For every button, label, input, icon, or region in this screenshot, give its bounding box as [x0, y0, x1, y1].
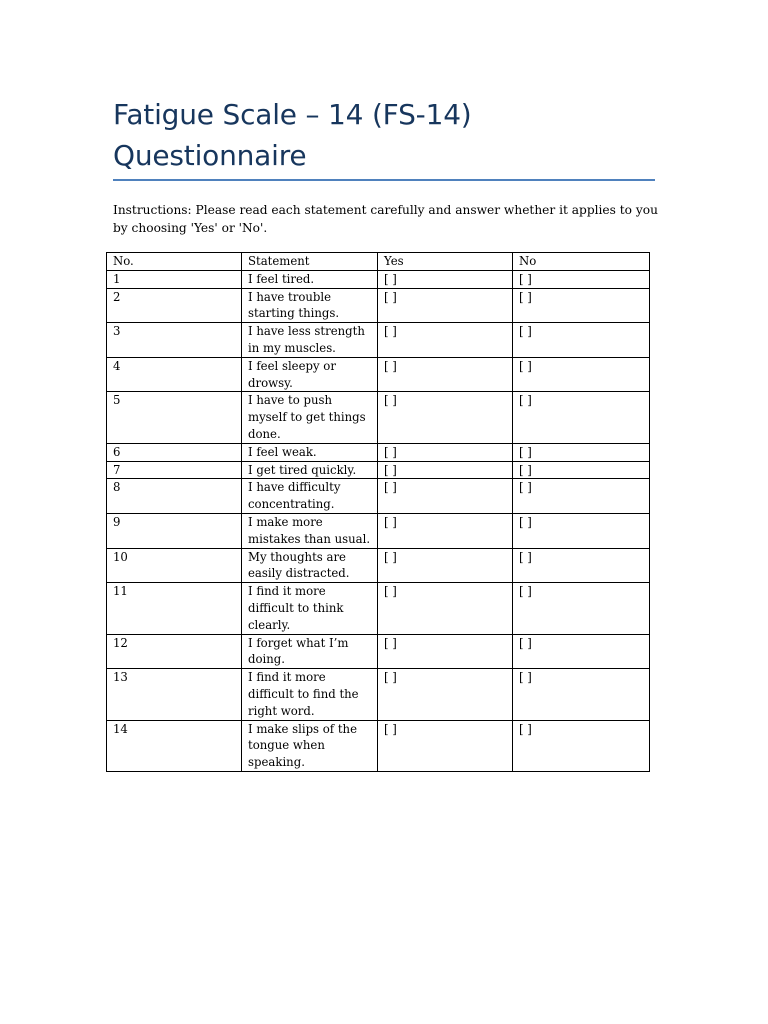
table-row [107, 634, 650, 669]
table-row [107, 270, 650, 288]
row-statement: I make more mistakes than usual. [242, 513, 378, 548]
document-title [113, 94, 658, 176]
title-line-2: Questionnaire [113, 139, 307, 172]
row-statement: I have trouble starting things. [242, 288, 378, 323]
table-row [107, 392, 650, 443]
header-statement: Statement [242, 253, 378, 271]
row-statement: I feel sleepy or drowsy. [242, 357, 378, 392]
header-number: No. [107, 253, 242, 271]
table-row [107, 720, 650, 771]
no-checkbox[interactable]: [ ] [513, 720, 650, 771]
row-statement: I forget what I’m doing. [242, 634, 378, 669]
table-row [107, 669, 650, 720]
instructions-text: Instructions: Please read each statement carefully and answer whether it applies to you by choosing 'Yes' or 'No'. [113, 203, 658, 235]
yes-checkbox[interactable]: [ ] [378, 479, 513, 514]
yes-checkbox[interactable]: [ ] [378, 288, 513, 323]
row-statement: I have less strength in my muscles. [242, 323, 378, 358]
no-checkbox[interactable]: [ ] [513, 288, 650, 323]
row-statement: I find it more difficult to think clearly. [242, 583, 378, 634]
row-statement: I feel weak. [242, 443, 378, 461]
row-number: 14 [107, 720, 242, 771]
no-checkbox[interactable]: [ ] [513, 669, 650, 720]
row-statement: I find it more difficult to find the right word. [242, 669, 378, 720]
row-statement: I have to push myself to get things done. [242, 392, 378, 443]
table-row [107, 323, 650, 358]
yes-checkbox[interactable]: [ ] [378, 634, 513, 669]
yes-checkbox[interactable]: [ ] [378, 583, 513, 634]
table-row [107, 357, 650, 392]
table-header-row [107, 253, 650, 271]
row-number: 1 [107, 270, 242, 288]
table-row [107, 548, 650, 583]
row-statement: I make slips of the tongue when speaking. [242, 720, 378, 771]
yes-checkbox[interactable]: [ ] [378, 270, 513, 288]
header-no: No [513, 253, 650, 271]
header-yes: Yes [378, 253, 513, 271]
row-number: 13 [107, 669, 242, 720]
no-checkbox[interactable]: [ ] [513, 634, 650, 669]
table-row [107, 479, 650, 514]
no-checkbox[interactable]: [ ] [513, 443, 650, 461]
row-statement: My thoughts are easily distracted. [242, 548, 378, 583]
row-number: 12 [107, 634, 242, 669]
table-row [107, 288, 650, 323]
title-line-1: Fatigue Scale – 14 (FS-14) [113, 98, 472, 131]
table-row [107, 583, 650, 634]
no-checkbox[interactable]: [ ] [513, 479, 650, 514]
yes-checkbox[interactable]: [ ] [378, 461, 513, 479]
row-number: 6 [107, 443, 242, 461]
yes-checkbox[interactable]: [ ] [378, 513, 513, 548]
row-statement: I have difficulty concentrating. [242, 479, 378, 514]
yes-checkbox[interactable]: [ ] [378, 548, 513, 583]
questionnaire-table [106, 252, 650, 772]
row-number: 7 [107, 461, 242, 479]
row-statement: I feel tired. [242, 270, 378, 288]
row-number: 11 [107, 583, 242, 634]
no-checkbox[interactable]: [ ] [513, 461, 650, 479]
row-number: 10 [107, 548, 242, 583]
table-row [107, 443, 650, 461]
table-row [107, 513, 650, 548]
no-checkbox[interactable]: [ ] [513, 357, 650, 392]
no-checkbox[interactable]: [ ] [513, 513, 650, 548]
yes-checkbox[interactable]: [ ] [378, 323, 513, 358]
no-checkbox[interactable]: [ ] [513, 392, 650, 443]
yes-checkbox[interactable]: [ ] [378, 720, 513, 771]
no-checkbox[interactable]: [ ] [513, 323, 650, 358]
row-statement: I get tired quickly. [242, 461, 378, 479]
row-number: 8 [107, 479, 242, 514]
row-number: 3 [107, 323, 242, 358]
no-checkbox[interactable]: [ ] [513, 548, 650, 583]
yes-checkbox[interactable]: [ ] [378, 357, 513, 392]
title-underline [113, 179, 655, 181]
no-checkbox[interactable]: [ ] [513, 270, 650, 288]
row-number: 5 [107, 392, 242, 443]
row-number: 9 [107, 513, 242, 548]
no-checkbox[interactable]: [ ] [513, 583, 650, 634]
table-row [107, 461, 650, 479]
yes-checkbox[interactable]: [ ] [378, 392, 513, 443]
row-number: 4 [107, 357, 242, 392]
yes-checkbox[interactable]: [ ] [378, 443, 513, 461]
row-number: 2 [107, 288, 242, 323]
yes-checkbox[interactable]: [ ] [378, 669, 513, 720]
